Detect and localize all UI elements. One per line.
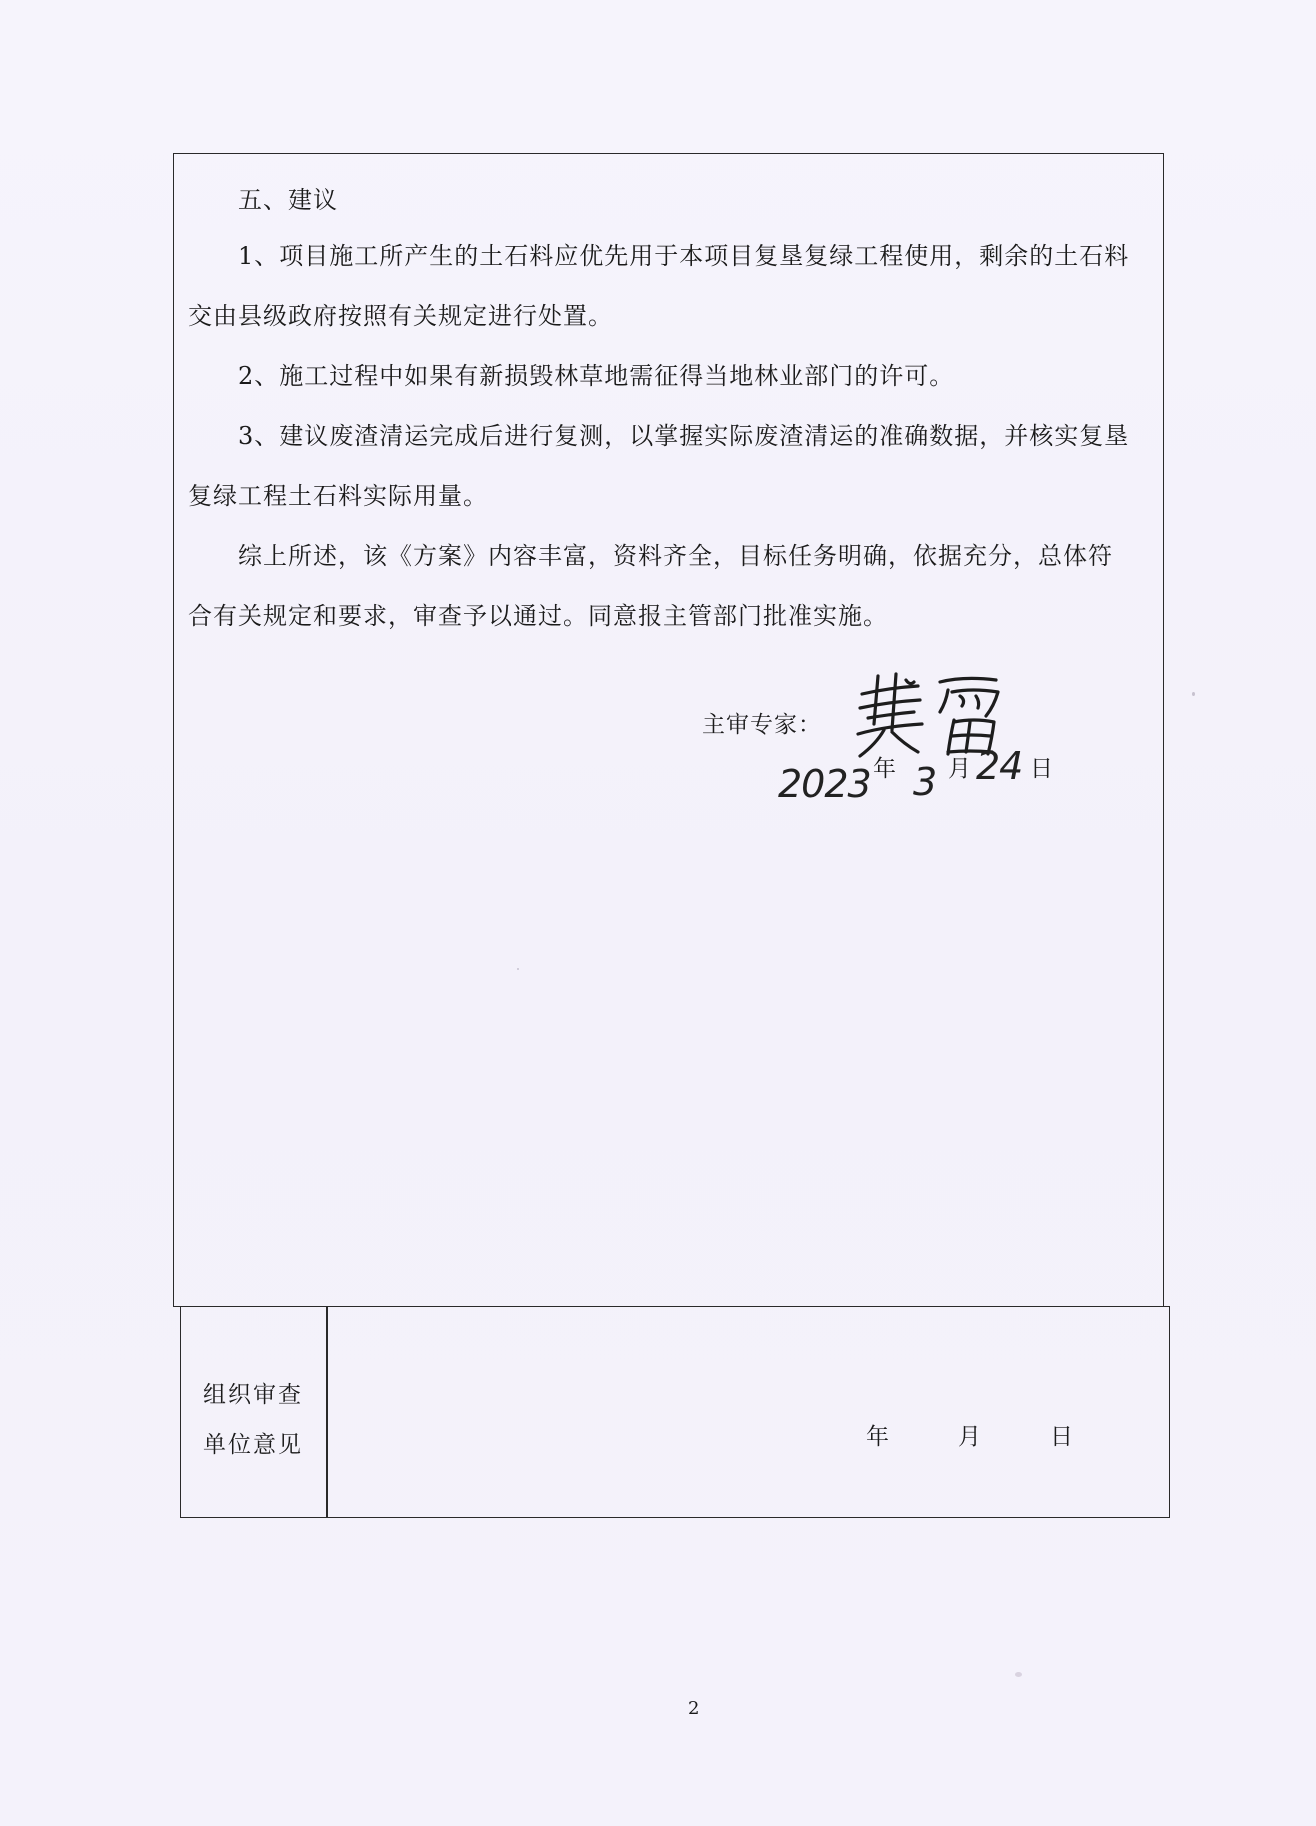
review-month-label: 月 xyxy=(948,756,971,782)
org-review-label-line-1: 组织审查 xyxy=(203,1382,303,1408)
review-month: 3 xyxy=(913,760,937,804)
scan-speck xyxy=(1015,1672,1022,1677)
suggestion-3-line-1: 3、建议废渣清运完成后进行复测，以掌握实际废渣清运的准确数据，并核实复垦 xyxy=(238,422,1130,450)
section-heading: 五、建议 xyxy=(238,186,338,214)
review-year: 2023 xyxy=(778,762,871,806)
org-review-month-label: 月 xyxy=(958,1424,981,1450)
review-day: 24 xyxy=(976,744,1023,788)
summary-line-2: 合有关规定和要求，审查予以通过。同意报主管部门批准实施。 xyxy=(188,602,888,630)
suggestion-1-line-2: 交由县级政府按照有关规定进行处置。 xyxy=(188,302,613,330)
org-review-year-label: 年 xyxy=(866,1424,889,1450)
org-review-row xyxy=(180,1306,1170,1518)
summary-line-1: 综上所述，该《方案》内容丰富，资料齐全，目标任务明确，依据充分，总体符 xyxy=(238,542,1113,570)
scan-speck xyxy=(517,968,519,970)
scan-speck xyxy=(1192,692,1195,696)
org-review-divider xyxy=(326,1306,328,1518)
page-number: 2 xyxy=(688,1698,700,1719)
org-review-day-label: 日 xyxy=(1050,1424,1073,1450)
review-day-label: 日 xyxy=(1030,756,1053,782)
suggestion-3-line-2: 复绿工程土石料实际用量。 xyxy=(188,482,488,510)
review-year-label: 年 xyxy=(873,756,896,782)
org-review-label-line-2: 单位意见 xyxy=(203,1432,303,1458)
suggestion-1-line-1: 1、项目施工所产生的土石料应优先用于本项目复垦复绿工程使用，剩余的土石料 xyxy=(238,242,1130,270)
reviewer-label: 主审专家： xyxy=(702,712,822,738)
org-review-label xyxy=(203,1370,315,1470)
suggestion-2: 2、施工过程中如果有新损毁林草地需征得当地林业部门的许可。 xyxy=(238,362,955,390)
review-date xyxy=(778,744,1068,814)
